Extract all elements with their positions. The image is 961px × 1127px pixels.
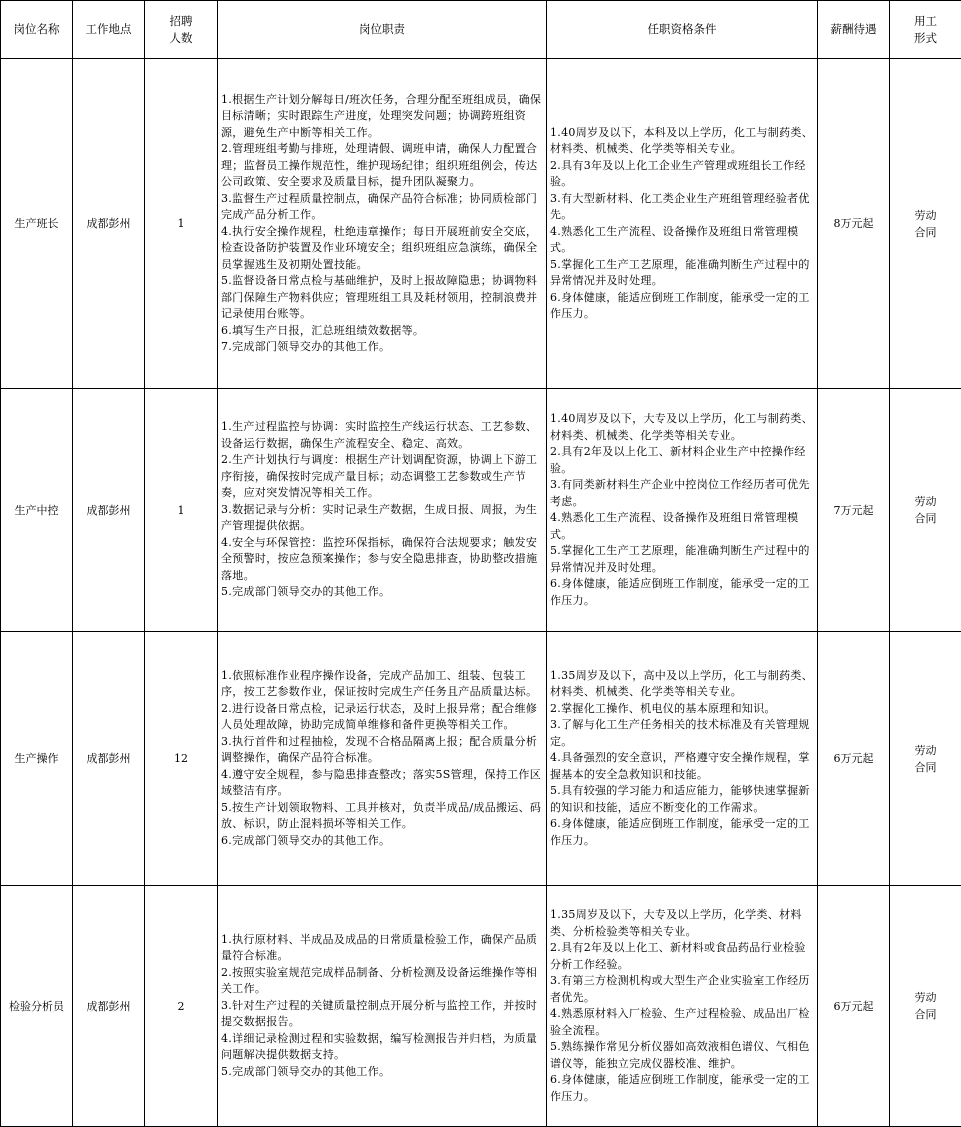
count-cell: 12 <box>145 632 218 886</box>
count-cell: 2 <box>145 886 218 1127</box>
requirement-item: 3.有第三方检测机构或大型生产企业实验室工作经历者优先。 <box>550 974 810 1004</box>
requirement-item: 2.掌握化工操作、机电仪的基本原理和知识。 <box>550 701 776 715</box>
duty-item: 5.监督设备日常点检与基础维护，及时上报故障隐患；协调物料部门保障生产物料供应；管理班组工具及耗材领用，控制浪费并记录使用台账等。 <box>221 274 538 320</box>
header-requirements: 任职资格条件 <box>547 1 818 59</box>
requirement-item: 2.具有2年及以上化工、新材料或食品药品行业检验分析工作经验。 <box>550 941 806 971</box>
requirement-item: 5.熟练操作常见分析仪器如高效液相色谱仪、气相色谱仪等，能独立完成仪器校准、维护。 <box>550 1040 810 1070</box>
employment-type-line: 劳动 <box>914 208 937 222</box>
duties-cell <box>218 632 547 886</box>
header-type <box>890 1 961 59</box>
salary-cell: 7万元起 <box>818 389 890 632</box>
requirement-item: 4.熟悉化工生产流程、设备操作及班组日常管理模式。 <box>550 511 799 541</box>
header-row <box>1 1 961 59</box>
position-cell: 检验分析员 <box>1 886 73 1127</box>
count-cell: 1 <box>145 389 218 632</box>
requirement-item: 6.身体健康，能适应倒班工作制度，能承受一定的工作压力。 <box>550 577 810 607</box>
employment-type-line: 合同 <box>914 225 937 239</box>
position-cell: 生产操作 <box>1 632 73 886</box>
employment-type-cell <box>890 886 961 1127</box>
duty-item: 5.按生产计划领取物料、工具并核对，负责半成品/成品搬运、码放、标识，防止混料损坏等相关工作。 <box>221 800 542 831</box>
employment-type-cell <box>890 632 961 886</box>
header-type-line: 用工 <box>914 13 937 28</box>
employment-type-cell <box>890 59 961 389</box>
duty-item: 4.详细记录检测过程和实验数据，编写检测报告并归档，为质量问题解决提供数据支持。 <box>221 1031 538 1062</box>
header-location: 工作地点 <box>73 1 145 59</box>
position-cell: 生产班长 <box>1 59 73 389</box>
employment-type-line: 合同 <box>914 760 937 774</box>
duty-item: 6.填写生产日报，汇总班组绩效数据等。 <box>221 323 425 337</box>
table-row <box>1 632 961 886</box>
requirement-item: 2.具有3年及以上化工企业生产管理或班组长工作经验。 <box>550 158 806 188</box>
header-position: 岗位名称 <box>1 1 73 59</box>
requirement-item: 5.掌握化工生产工艺原理，能准确判断生产过程中的异常情况并及时处理。 <box>550 257 810 287</box>
duty-item: 4.安全与环保管控：监控环保指标，确保符合法规要求；触发安全预警时，按应急预案操作；参与安全隐患排查，协助整改措施落地。 <box>221 535 538 582</box>
duty-item: 5.完成部门领导交办的其他工作。 <box>221 585 391 599</box>
requirements-cell <box>547 59 818 389</box>
requirement-item: 1.35周岁及以下，大专及以上学历，化学类、材料类、分析检验类等相关专业。 <box>550 908 802 938</box>
location-cell: 成都彭州 <box>73 389 145 632</box>
count-cell: 1 <box>145 59 218 389</box>
requirement-item: 4.熟悉化工生产流程、设备操作及班组日常管理模式。 <box>550 224 799 254</box>
employment-type-line: 劳动 <box>914 743 937 757</box>
requirement-item: 6.身体健康，能适应倒班工作制度，能承受一定的工作压力。 <box>550 817 810 847</box>
requirement-item: 5.掌握化工生产工艺原理，能准确判断生产过程中的异常情况并及时处理。 <box>550 544 810 574</box>
employment-type-line: 劳动 <box>914 495 937 508</box>
duty-item: 7.完成部门领导交办的其他工作。 <box>221 340 391 353</box>
header-count-line: 人数 <box>169 30 193 45</box>
duty-item: 5.完成部门领导交办的其他工作。 <box>221 1064 391 1078</box>
duties-cell <box>218 59 547 389</box>
duty-item: 3.监督生产过程质量控制点，确保产品符合标准；协同质检部门完成产品分析工作。 <box>221 191 538 221</box>
duty-item: 3.数据记录与分析：实时记录生产数据，生成日报、周报，为生产管理提供依据。 <box>221 502 538 533</box>
header-type-line: 形式 <box>914 30 937 45</box>
header-count <box>145 1 218 59</box>
duty-item: 1.执行原材料、半成品及成品的日常质量检验工作，确保产品质量符合标准。 <box>221 932 538 963</box>
duty-item: 1.生产过程监控与协调：实时监控生产线运行状态、工艺参数、设备运行数据，确保生产流程安全、稳定、高效。 <box>221 420 538 450</box>
duty-item: 2.管理班组考勤与排班，处理请假、调班申请，确保人力配置合理；监督员工操作规范性，维护现场纪律；组织班组例会，传达公司政策、安全要求及质量目标，提升团队凝聚力。 <box>221 142 538 188</box>
duty-item: 4.执行安全操作规程，杜绝违章操作；每日开展班前安全交底，检查设备防护装置及作业环境安全；组织班组应急演练，确保全员掌握逃生及初期处置技能。 <box>221 224 538 271</box>
location-cell: 成都彭州 <box>73 886 145 1127</box>
location-cell: 成都彭州 <box>73 59 145 389</box>
duty-item: 3.针对生产过程的关键质量控制点开展分析与监控工作，并按时提交数据报告。 <box>221 998 538 1029</box>
requirement-item: 1.40周岁及以下，大专及以上学历，化工与制药类、材料类、机械类、化学类等相关专业。 <box>550 412 813 442</box>
requirement-item: 5.具有较强的学习能力和适应能力，能够快速掌握新的知识和技能，适应不断变化的工作需求。 <box>550 784 810 814</box>
salary-cell: 8万元起 <box>818 59 890 389</box>
duty-item: 2.进行设备日常点检，记录运行状态，及时上报异常；配合维修人员处理故障，协助完成简单维修和备件更换等相关工作。 <box>221 701 538 732</box>
employment-type-line: 合同 <box>914 512 937 525</box>
duty-item: 2.按照实验室规范完成样品制备、分析检测及设备运维操作等相关工作。 <box>221 965 538 996</box>
requirement-item: 2.具有2年及以上化工、新材料企业生产中控操作经验。 <box>550 445 806 475</box>
location-cell: 成都彭州 <box>73 632 145 886</box>
duty-item: 3.执行首件和过程抽检，发现不合格品隔离上报；配合质量分析调整操作，确保产品符合标准。 <box>221 734 538 765</box>
employment-type-cell <box>890 389 961 632</box>
header-count-line: 招聘 <box>169 13 193 28</box>
duties-cell <box>218 389 547 632</box>
header-salary: 薪酬待遇 <box>818 1 890 59</box>
requirement-item: 3.有大型新材料、化工类企业生产班组管理经验者优先。 <box>550 191 810 221</box>
requirement-item: 4.熟悉原材料入厂检验、生产过程检验、成品出厂检验全流程。 <box>550 1007 810 1037</box>
requirements-cell <box>547 632 818 886</box>
employment-type-line: 合同 <box>914 1008 937 1021</box>
requirements-cell <box>547 886 818 1127</box>
salary-cell: 6万元起 <box>818 632 890 886</box>
requirement-item: 6.身体健康，能适应倒班工作制度，能承受一定的工作压力。 <box>550 1073 810 1103</box>
requirement-item: 4.具备强烈的安全意识，严格遵守安全操作规程，掌握基本的安全急救知识和技能。 <box>550 751 810 781</box>
duty-item: 1.依照标准作业程序操作设备，完成产品加工、组装、包装工序，按工艺参数作业，保证按时完成生产任务且产品质量达标。 <box>221 668 538 699</box>
requirement-item: 6.身体健康，能适应倒班工作制度，能承受一定的工作压力。 <box>550 290 810 320</box>
table-row <box>1 886 961 1127</box>
requirement-item: 3.了解与化工生产任务相关的技术标准及有关管理规定。 <box>550 718 810 748</box>
duty-item: 6.完成部门领导交办的其他工作。 <box>221 833 391 847</box>
requirement-item: 3.有同类新材料生产企业中控岗位工作经历者可优先考虑。 <box>550 478 810 508</box>
table-row <box>1 59 961 389</box>
duty-item: 4.遵守安全规程，参与隐患排查整改；落实5S管理，保持工作区域整洁有序。 <box>221 767 542 798</box>
requirement-item: 1.40周岁及以下，本科及以上学历，化工与制药类、材料类、机械类、化学类等相关专业。 <box>550 125 813 155</box>
employment-type-line: 劳动 <box>914 991 937 1004</box>
position-cell: 生产中控 <box>1 389 73 632</box>
table-row <box>1 389 961 632</box>
duties-cell <box>218 886 547 1127</box>
duty-item: 1.根据生产计划分解每日/班次任务，合理分配至班组成员，确保目标清晰；实时跟踪生产进度，处理突发问题；协调跨班组资源，避免生产中断等相关工作。 <box>221 92 542 139</box>
requirement-item: 1.35周岁及以下，高中及以上学历，化工与制药类、材料类、机械类、化学类等相关专业。 <box>550 668 813 699</box>
salary-cell: 6万元起 <box>818 886 890 1127</box>
header-duties: 岗位职责 <box>218 1 547 59</box>
duty-item: 2.生产计划执行与调度：根据生产计划调配资源，协调上下游工序衔接，确保按时完成产量目标；动态调整工艺参数或生产节奏，应对突发情况等相关工作。 <box>221 453 538 500</box>
requirements-cell <box>547 389 818 632</box>
